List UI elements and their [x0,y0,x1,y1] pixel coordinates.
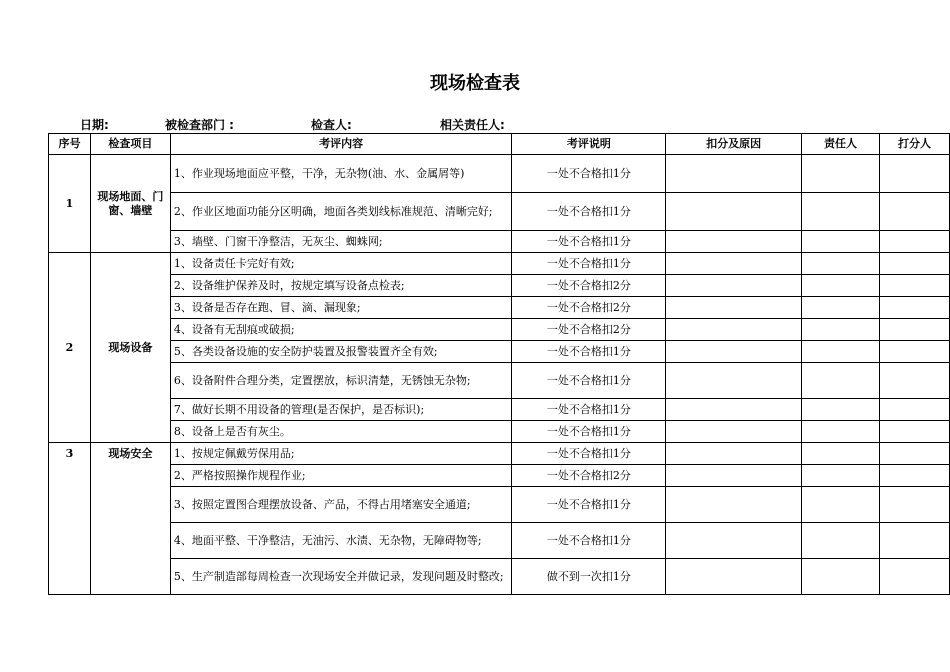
scorer-cell[interactable] [880,155,950,193]
responsible-cell[interactable] [802,155,880,193]
responsible-cell[interactable] [802,319,880,341]
content-cell: 2、作业区地面功能分区明确，地面各类划线标准规范、清晰完好; [170,193,512,231]
deduction-cell[interactable] [666,465,802,487]
table-row [49,399,950,421]
responsible-cell[interactable] [802,231,880,253]
scorer-cell[interactable] [880,193,950,231]
note-cell: 一处不合格扣1分 [512,231,666,253]
scorer-cell[interactable] [880,465,950,487]
date-label: 日期: [80,118,109,132]
responsible-cell[interactable] [802,253,880,275]
note-cell: 一处不合格扣1分 [512,253,666,275]
scorer-cell[interactable] [880,559,950,595]
note-cell: 一处不合格扣1分 [512,341,666,363]
note-cell: 一处不合格扣1分 [512,155,666,193]
responsible-cell[interactable] [802,363,880,399]
scorer-cell[interactable] [880,319,950,341]
note-cell: 一处不合格扣2分 [512,319,666,341]
scorer-cell[interactable] [880,275,950,297]
deduction-cell[interactable] [666,193,802,231]
content-cell: 3、设备是否存在跑、冒、滴、漏现象; [170,297,512,319]
table-row [49,319,950,341]
note-cell: 一处不合格扣1分 [512,421,666,443]
content-cell: 2、严格按照操作规程作业; [170,465,512,487]
group-item: 现场设备 [90,253,170,443]
table-row [49,523,950,559]
table-row [49,559,950,595]
note-cell: 一处不合格扣2分 [512,465,666,487]
deduction-cell[interactable] [666,253,802,275]
content-cell: 4、地面平整、干净整洁，无油污、水渍、无杂物，无障碍物等; [170,523,512,559]
content-cell: 8、设备上是否有灰尘。 [170,421,512,443]
deduction-cell[interactable] [666,421,802,443]
header-no: 序号 [49,134,91,155]
group-number: 3 [49,443,91,595]
responsible-cell[interactable] [802,421,880,443]
table-row [49,443,950,465]
responsible-cell[interactable] [802,523,880,559]
deduction-cell[interactable] [666,443,802,465]
content-cell: 5、各类设备设施的安全防护装置及报警装置齐全有效; [170,341,512,363]
content-cell: 2、设备维护保养及时，按规定填写设备点检表; [170,275,512,297]
note-cell: 一处不合格扣2分 [512,275,666,297]
scorer-cell[interactable] [880,487,950,523]
note-cell: 一处不合格扣1分 [512,487,666,523]
table-row [49,231,950,253]
responsible-cell[interactable] [802,297,880,319]
group-number: 2 [49,253,91,443]
scorer-cell[interactable] [880,523,950,559]
inspected-dept-label: 被检查部门 : [165,118,234,132]
header-item: 检查项目 [90,134,170,155]
note-cell: 一处不合格扣1分 [512,399,666,421]
deduction-cell[interactable] [666,487,802,523]
deduction-cell[interactable] [666,363,802,399]
content-cell: 5、生产制造部每周检查一次现场安全并做记录，发现问题及时整改; [170,559,512,595]
table-row [49,193,950,231]
header-content: 考评内容 [170,134,512,155]
note-cell: 一处不合格扣1分 [512,523,666,559]
responsible-cell[interactable] [802,465,880,487]
deduction-cell[interactable] [666,559,802,595]
note-cell: 一处不合格扣1分 [512,363,666,399]
group-number: 1 [49,155,91,253]
scorer-cell[interactable] [880,443,950,465]
scorer-cell[interactable] [880,297,950,319]
group-item: 现场地面、门窗、墙壁 [90,155,170,253]
inspector-label: 检查人: [311,118,352,132]
table-row [49,487,950,523]
table-row [49,341,950,363]
scorer-cell[interactable] [880,231,950,253]
content-cell: 1、设备责任卡完好有效; [170,253,512,275]
deduction-cell[interactable] [666,231,802,253]
inspection-table [48,133,950,595]
header-row [49,134,950,155]
responsible-cell[interactable] [802,399,880,421]
responsible-cell[interactable] [802,341,880,363]
content-cell: 4、设备有无刮痕或破损; [170,319,512,341]
responsible-cell[interactable] [802,443,880,465]
header-scorer: 打分人 [880,134,950,155]
note-cell: 做不到一次扣1分 [512,559,666,595]
content-cell: 7、做好长期不用设备的管理(是否保护，是否标识); [170,399,512,421]
responsible-cell[interactable] [802,487,880,523]
deduction-cell[interactable] [666,399,802,421]
deduction-cell[interactable] [666,523,802,559]
note-cell: 一处不合格扣2分 [512,297,666,319]
table-row [49,421,950,443]
table-row [49,297,950,319]
header-responsible: 责任人 [802,134,880,155]
scorer-cell[interactable] [880,421,950,443]
table-row [49,363,950,399]
deduction-cell[interactable] [666,275,802,297]
table-row [49,253,950,275]
scorer-cell[interactable] [880,341,950,363]
header-note: 考评说明 [512,134,666,155]
content-cell: 3、墙壁、门窗干净整洁，无灰尘、蜘蛛网; [170,231,512,253]
deduction-cell[interactable] [666,319,802,341]
page-title: 现场检查表 [430,73,520,94]
content-cell: 1、作业现场地面应平整，干净，无杂物(油、水、金属屑等) [170,155,512,193]
scorer-cell[interactable] [880,253,950,275]
table-row [49,275,950,297]
responsible-cell[interactable] [802,193,880,231]
header-deduction: 扣分及原因 [666,134,802,155]
table-row [49,465,950,487]
content-cell: 1、按规定佩戴劳保用品; [170,443,512,465]
deduction-cell[interactable] [666,297,802,319]
scorer-cell[interactable] [880,363,950,399]
deduction-cell[interactable] [666,155,802,193]
scorer-cell[interactable] [880,399,950,421]
responsible-person-label: 相关责任人: [440,118,505,132]
content-cell: 3、按照定置图合理摆放设备、产品，不得占用堵塞安全通道; [170,487,512,523]
deduction-cell[interactable] [666,341,802,363]
note-cell: 一处不合格扣1分 [512,193,666,231]
group-item: 现场安全 [90,443,170,595]
responsible-cell[interactable] [802,559,880,595]
responsible-cell[interactable] [802,275,880,297]
note-cell: 一处不合格扣1分 [512,443,666,465]
content-cell: 6、设备附件合理分类，定置摆放，标识清楚，无锈蚀无杂物; [170,363,512,399]
table-row [49,155,950,193]
